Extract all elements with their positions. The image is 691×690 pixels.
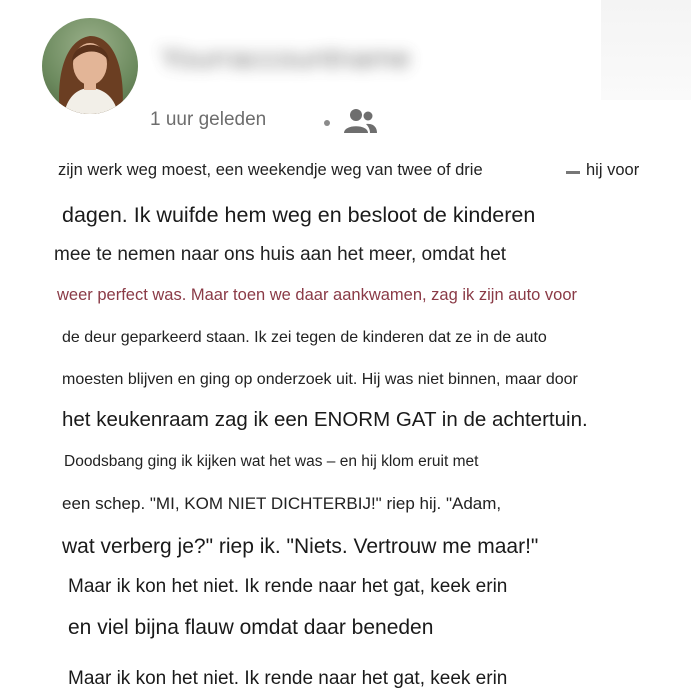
- separator-dot: [324, 120, 330, 126]
- background-shade: [601, 0, 691, 100]
- story-line-7: het keukenraam zag ik een ENORM GAT in de achtertuin.: [62, 408, 588, 431]
- story-line-5: de deur geparkeerd staan. Ik zei tegen de kinderen dat ze in de auto: [62, 329, 547, 346]
- friends-icon[interactable]: [342, 107, 378, 135]
- account-name[interactable]: Yourraccountname: [160, 42, 411, 75]
- story-line-12: en viel bijna flauw omdat daar beneden: [68, 616, 434, 639]
- dash-separator: [566, 171, 580, 174]
- profile-photo: [42, 18, 138, 114]
- story-line-8: Doodsbang ging ik kijken wat het was – en hij klom eruit met: [64, 453, 479, 470]
- profile-avatar[interactable]: [42, 18, 138, 114]
- story-line-1-end: hij voor: [586, 161, 640, 179]
- story-line-3: mee te nemen naar ons huis aan het meer, omdat het: [54, 244, 507, 265]
- story-line-1: zijn werk weg moest, een weekendje weg van twee of drie: [58, 161, 483, 179]
- post-timestamp[interactable]: 1 uur geleden: [150, 109, 267, 130]
- story-line-11: Maar ik kon het niet. Ik rende naar het gat, keek erin: [68, 576, 508, 597]
- story-line-9: een schep. "MI, KOM NIET DICHTERBIJ!" riep hij. "Adam,: [62, 494, 502, 513]
- story-line-4: weer perfect was. Maar toen we daar aankwamen, zag ik zijn auto voor: [57, 286, 578, 304]
- story-line-6: moesten blijven en ging op onderzoek uit. Hij was niet binnen, maar door: [62, 371, 578, 388]
- story-line-10: wat verberg je?" riep ik. "Niets. Vertrouw me maar!": [62, 535, 539, 558]
- story-line-13-cut: Maar ik kon het niet. Ik rende naar het gat, keek erin: [68, 668, 508, 689]
- story-line-2: dagen. Ik wuifde hem weg en besloot de kinderen: [62, 203, 536, 227]
